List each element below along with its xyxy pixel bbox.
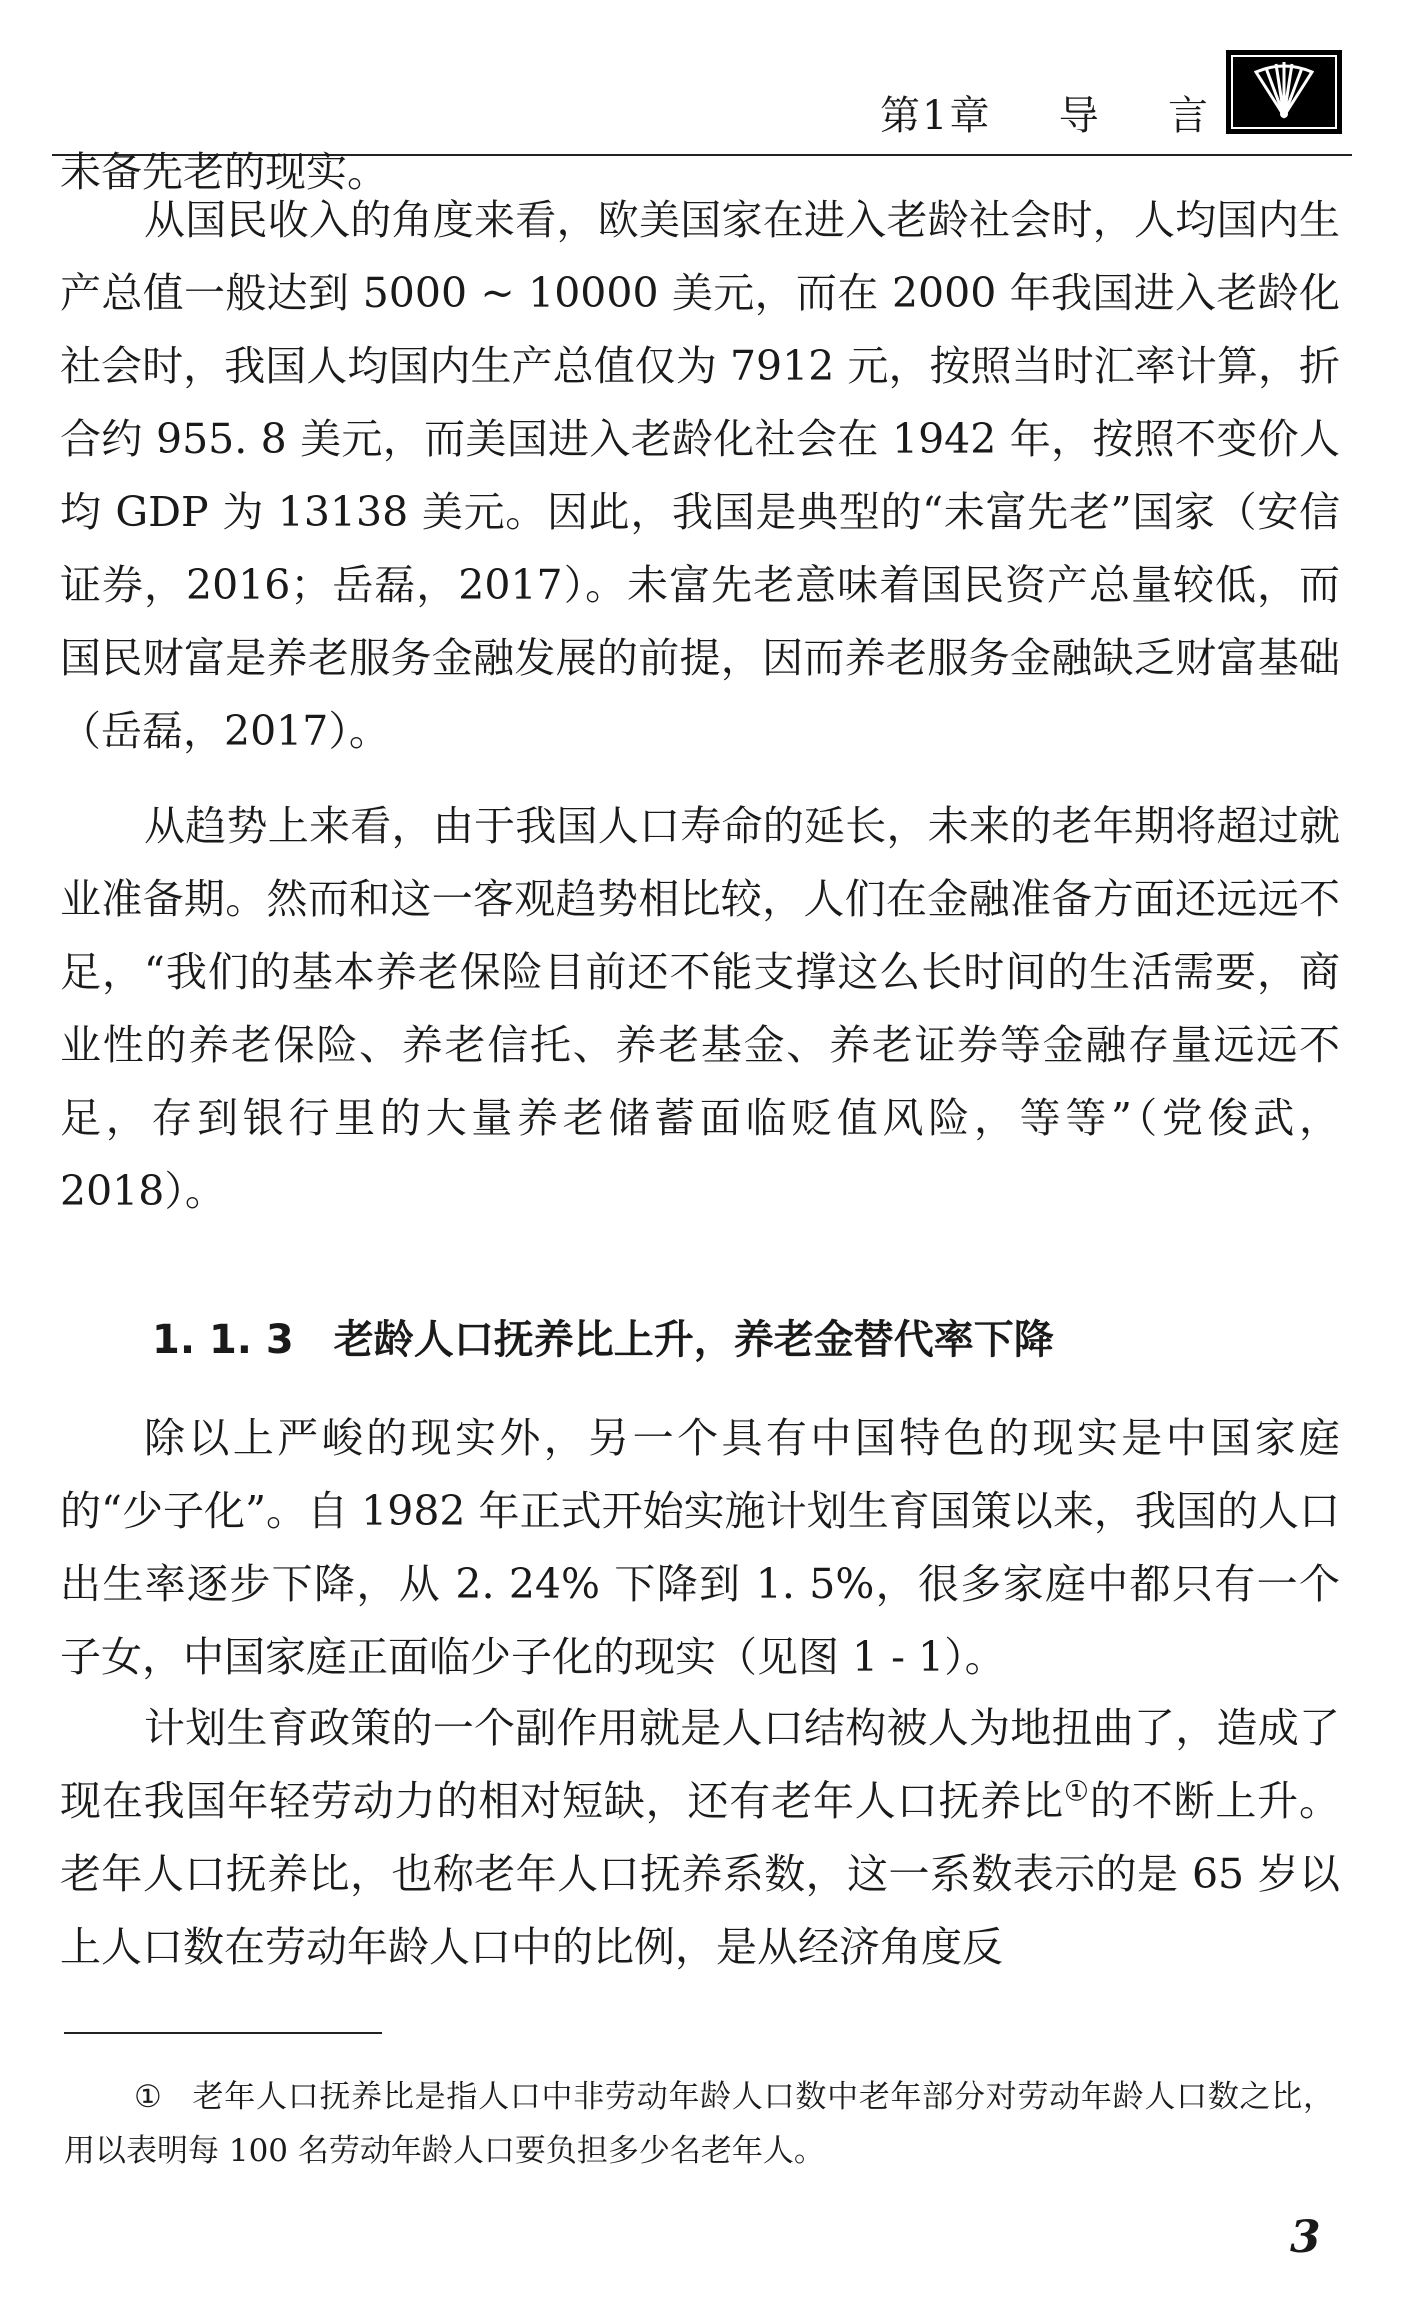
header-title-part1: 导 — [1058, 93, 1101, 139]
section-number: 1. 1. 3 — [152, 1317, 294, 1363]
footnote-divider — [64, 2032, 382, 2034]
header-title-part2: 言 — [1167, 93, 1210, 139]
chapter-label: 第1章 — [880, 93, 992, 139]
footnote-text: 老年人口抚养比是指人口中非劳动年龄人口数中老年部分对劳动年龄人口数之比，用以表明每 100 名劳动年龄人口要负担多少名老年人。 — [64, 2079, 1335, 2169]
footnote-number: ① — [134, 2079, 163, 2115]
page-number: 3 — [1290, 2212, 1321, 2263]
paragraph-5 — [60, 1692, 1340, 1984]
paragraph-3: 从趋势上来看，由于我国人口寿命的延长，未来的老年期将超过就业准备期。然而和这一客观趋势相比较，人们在金融准备方面还远远不足，“我们的基本养老保险目前还不能支撑这么长时间的生活需要，商业性的养老保险、养老信托、养老基金、养老证券等金融存量远远不足，存到银行里的大量养老储蓄面临贬值风险，等等”（党俊武，2018）。 — [60, 802, 1340, 1215]
paragraph-4: 除以上严峻的现实外，另一个具有中国特色的现实是中国家庭的“少子化”。自 1982 年正式开始实施计划生育国策以来，我国的人口出生率逐步下降，从 2. 24% 下降到 1. 5%，很多家庭中都只有一个子女，中国家庭正面临少子化的现实（见图 1 - 1）。 — [60, 1414, 1340, 1681]
section-heading — [152, 1310, 1054, 1370]
paragraph-1: 未备先老的现实。 — [60, 148, 388, 196]
footnote-ref-marker[interactable]: ① — [1063, 1774, 1090, 1808]
footnote — [64, 2070, 1334, 2178]
paragraph-2: 从国民收入的角度来看，欧美国家在进入老龄社会时，人均国内生产总值一般达到 5000 ~ 10000 美元，而在 2000 年我国进入老龄化社会时，我国人均国内生产总值仅为 7912 元，按照当时汇率计算，折合约 955. 8 美元，而美国进入老龄化社会在 1942 年，按照不变价人均 GDP 为 13138 美元。因此，我国是典型的“未富先老”国家（安信证券，2016；岳磊，2017）。未富先老意味着国民资产总量较低，而国民财富是养老服务金融发展的前提，因而养老服务金融缺乏财富基础（岳磊，2017）。 — [60, 196, 1340, 755]
paragraph-5-text-b: 的不断上升。老年人口抚养比，也称老年人口抚养系数，这一系数表示的是 65 岁以上人口数在劳动年龄人口中的比例，是从经济角度反 — [60, 1777, 1341, 1971]
paragraph-5-text-a: 计划生育政策的一个副作用就是人口结构被人为地扭曲了，造成了现在我国年轻劳动力的相对短缺，还有老年人口抚养比 — [60, 1704, 1340, 1825]
section-title: 老龄人口抚养比上升，养老金替代率下降 — [333, 1317, 1054, 1363]
fan-emblem-icon — [1226, 50, 1342, 134]
